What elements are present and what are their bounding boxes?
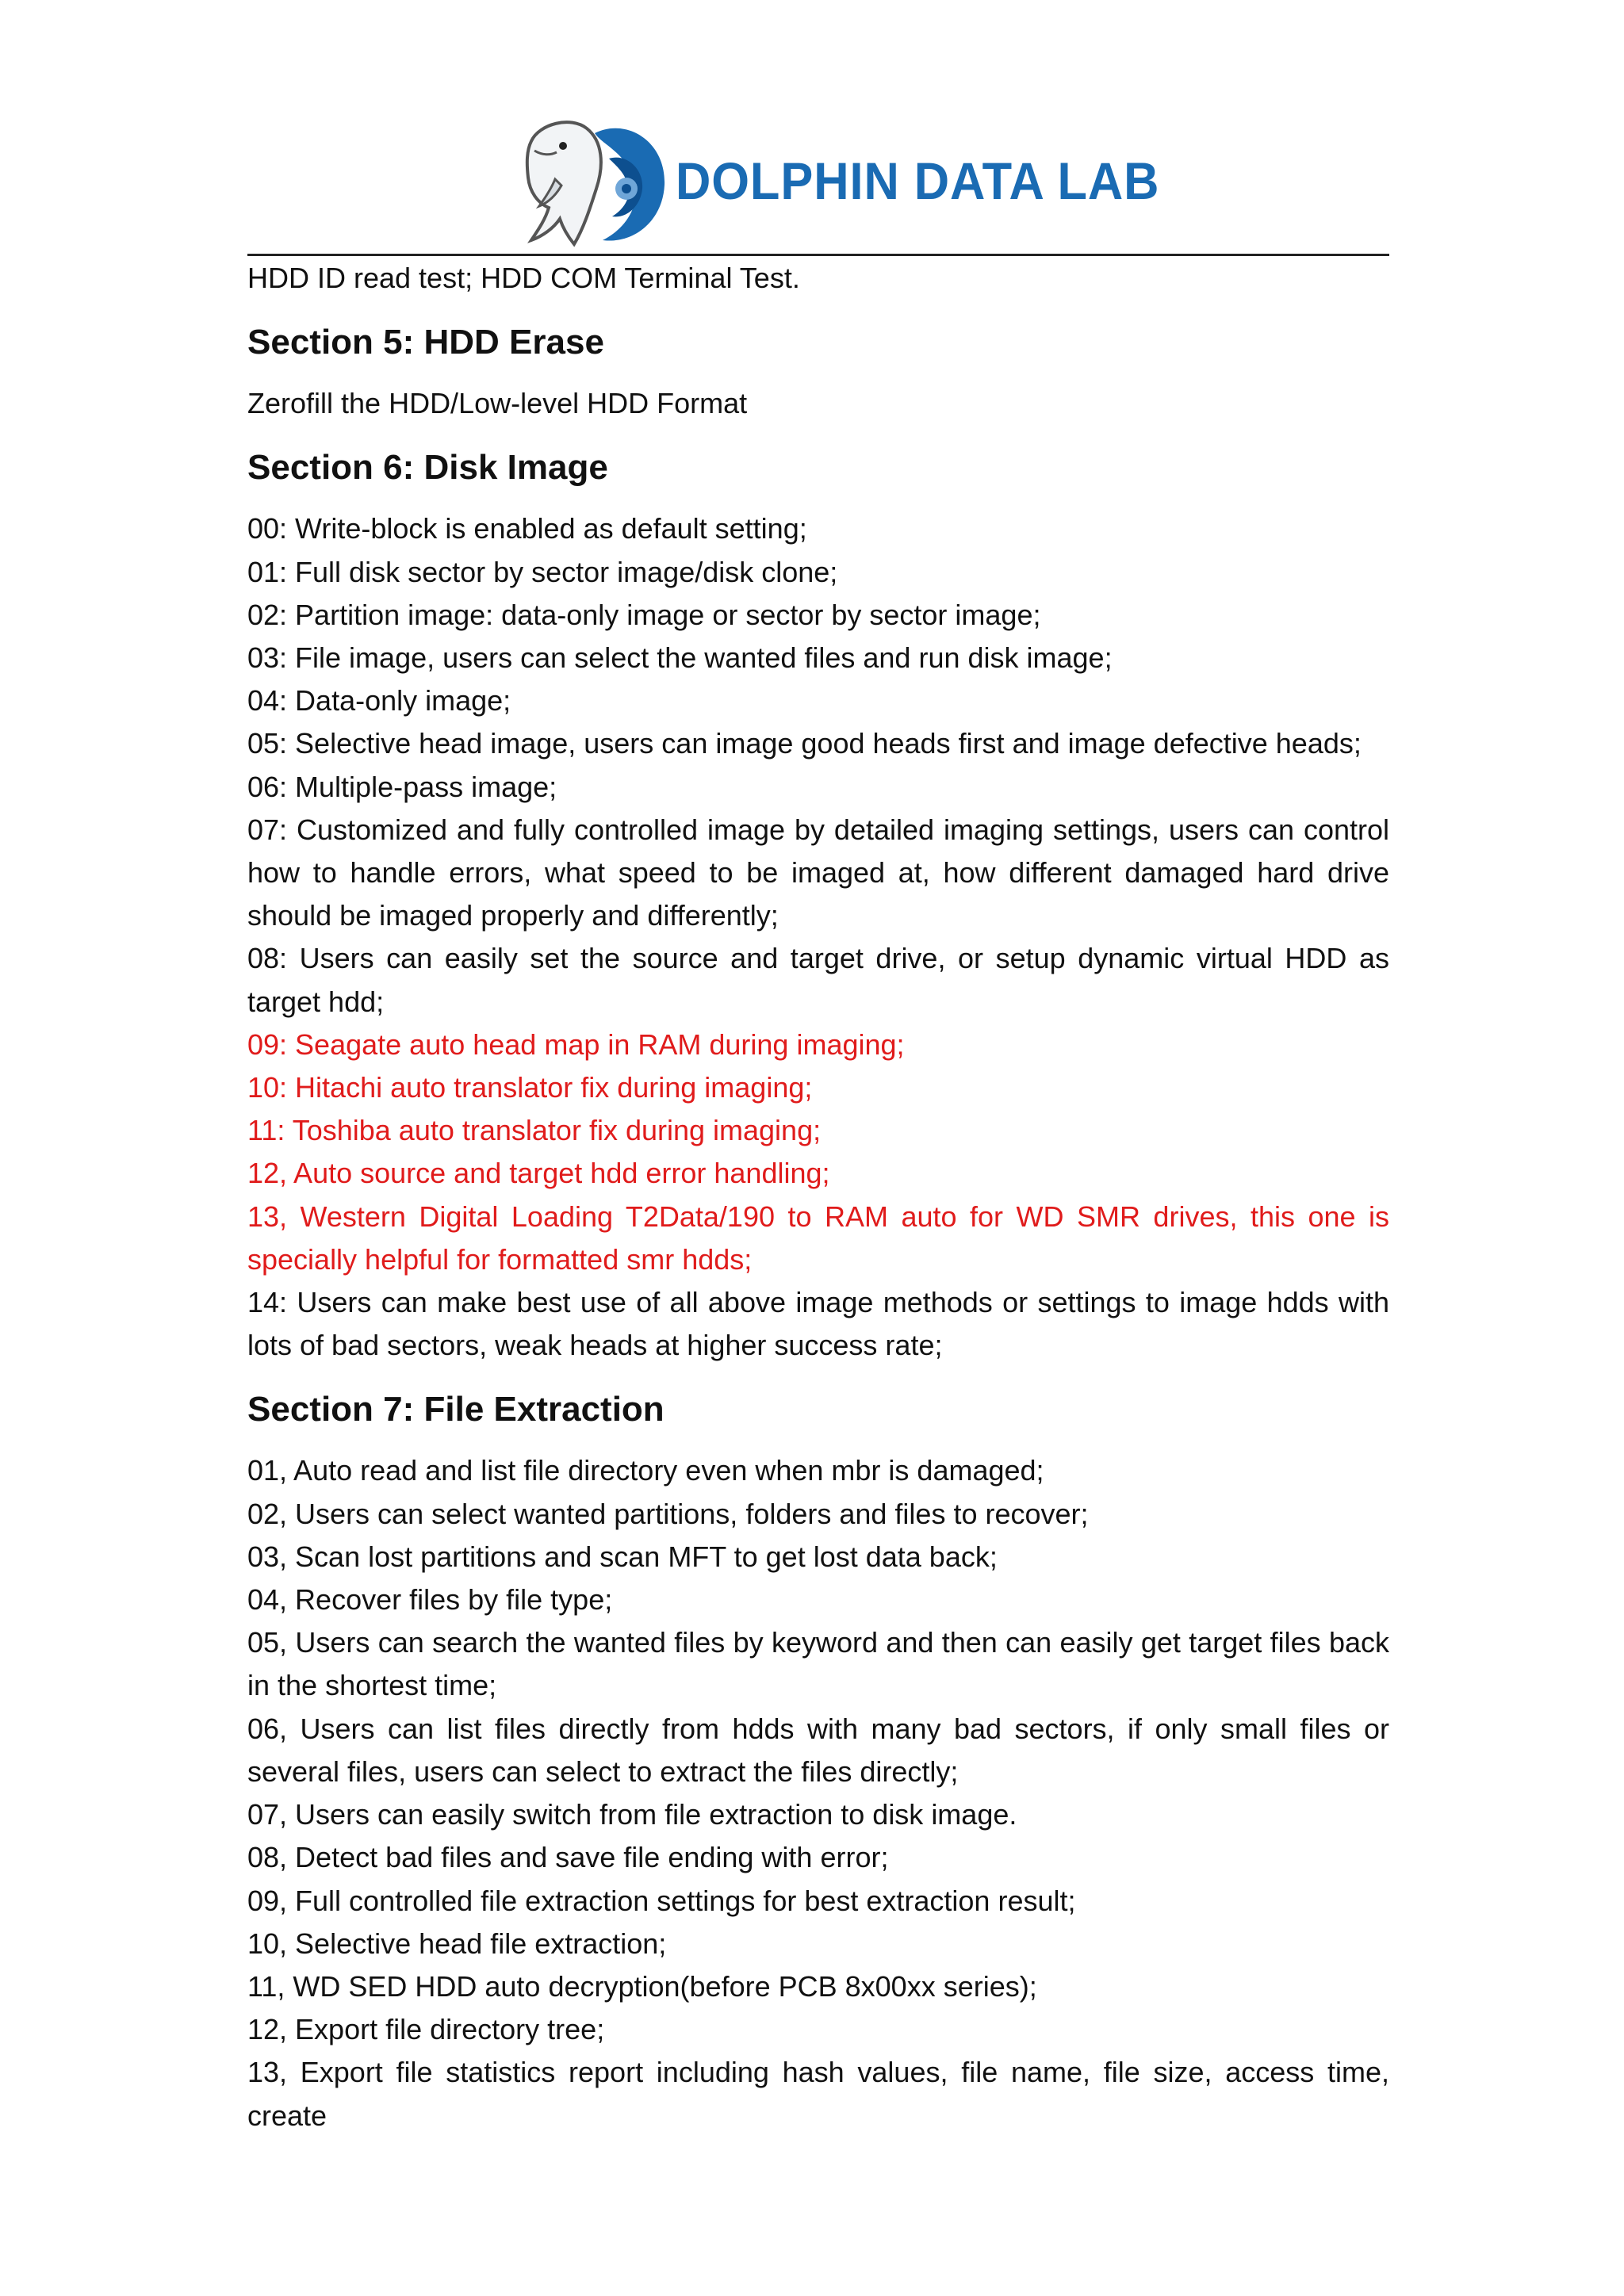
dolphin-logo-icon	[508, 109, 674, 257]
section-5-text: Zerofill the HDD/Low-level HDD Format	[247, 387, 748, 420]
section-6-list	[247, 507, 1389, 1367]
list-item: 07, Users can easily switch from file extraction to disk image.	[247, 1798, 1017, 1831]
list-item: 04, Recover files by file type;	[247, 1583, 613, 1617]
list-item: 05, Users can search the wanted files by keyword and then can easily get target files back in the shortest time;	[247, 1626, 1389, 1702]
section-7-title: Section 7: File Extraction	[247, 1390, 665, 1429]
list-item: 07: Customized and fully controlled image by detailed imaging settings, users can control how to handle errors, what speed to be imaged at, how different damaged hard drive should be imaged properly and differently;	[247, 813, 1389, 932]
list-item: 03, Scan lost partitions and scan MFT to get lost data back;	[247, 1540, 998, 1573]
list-item: 02, Users can select wanted partitions, folders and files to recover;	[247, 1497, 1089, 1530]
list-item: 03: File image, users can select the wanted files and run disk image;	[247, 641, 1113, 675]
list-item: 08: Users can easily set the source and target drive, or setup dynamic virtual HDD as target hdd;	[247, 942, 1389, 1018]
logo-text: DOLPHIN DATA LAB	[676, 151, 1160, 210]
list-item: 06, Users can list files directly from hdds with many bad sectors, if only small files or several files, users can select to extract the files directly;	[247, 1712, 1389, 1788]
list-item: 06: Multiple-pass image;	[247, 770, 557, 803]
section-6-title: Section 6: Disk Image	[247, 448, 608, 488]
intro-line: HDD ID read test; HDD COM Terminal Test.	[247, 262, 800, 294]
section-5-title: Section 5: HDD Erase	[247, 323, 604, 362]
document-body	[247, 257, 1389, 2137]
list-item: 09, Full controlled file extraction settings for best extraction result;	[247, 1884, 1076, 1917]
list-item: 00: Write-block is enabled as default setting;	[247, 512, 807, 545]
header-divider	[247, 254, 1389, 256]
list-item: 13, Export file statistics report including hash values, file name, file size, access time, create	[247, 2056, 1389, 2132]
list-item: 08, Detect bad files and save file ending with error;	[247, 1841, 889, 1874]
list-item: 11, WD SED HDD auto decryption(before PCB 8x00xx series);	[247, 1969, 1037, 2003]
list-item-highlighted: 13, Western Digital Loading T2Data/190 to RAM auto for WD SMR drives, this one is specially helpful for formatted smr hdds;	[247, 1200, 1389, 1276]
list-item: 01: Full disk sector by sector image/disk clone;	[247, 555, 838, 588]
list-item: 05: Selective head image, users can image good heads first and image defective heads;	[247, 727, 1362, 760]
section-7-list	[247, 1449, 1389, 2137]
list-item-highlighted: 10: Hitachi auto translator fix during imaging;	[247, 1071, 813, 1104]
page-header	[0, 0, 1624, 257]
dolphin-data-lab-logo	[508, 109, 1160, 257]
list-item: 12, Export file directory tree;	[247, 2013, 605, 2046]
list-item-highlighted: 12, Auto source and target hdd error handling;	[247, 1157, 830, 1190]
list-item: 14: Users can make best use of all above image methods or settings to image hdds with lots of bad sectors, weak heads at higher success rate;	[247, 1286, 1389, 1362]
list-item: 01, Auto read and list file directory even when mbr is damaged;	[247, 1454, 1044, 1487]
list-item-highlighted: 09: Seagate auto head map in RAM during imaging;	[247, 1027, 905, 1061]
list-item-highlighted: 11: Toshiba auto translator fix during imaging;	[247, 1114, 822, 1147]
list-item: 02: Partition image: data-only image or sector by sector image;	[247, 598, 1041, 631]
list-item: 04: Data-only image;	[247, 684, 511, 718]
list-item: 10, Selective head file extraction;	[247, 1927, 667, 1960]
